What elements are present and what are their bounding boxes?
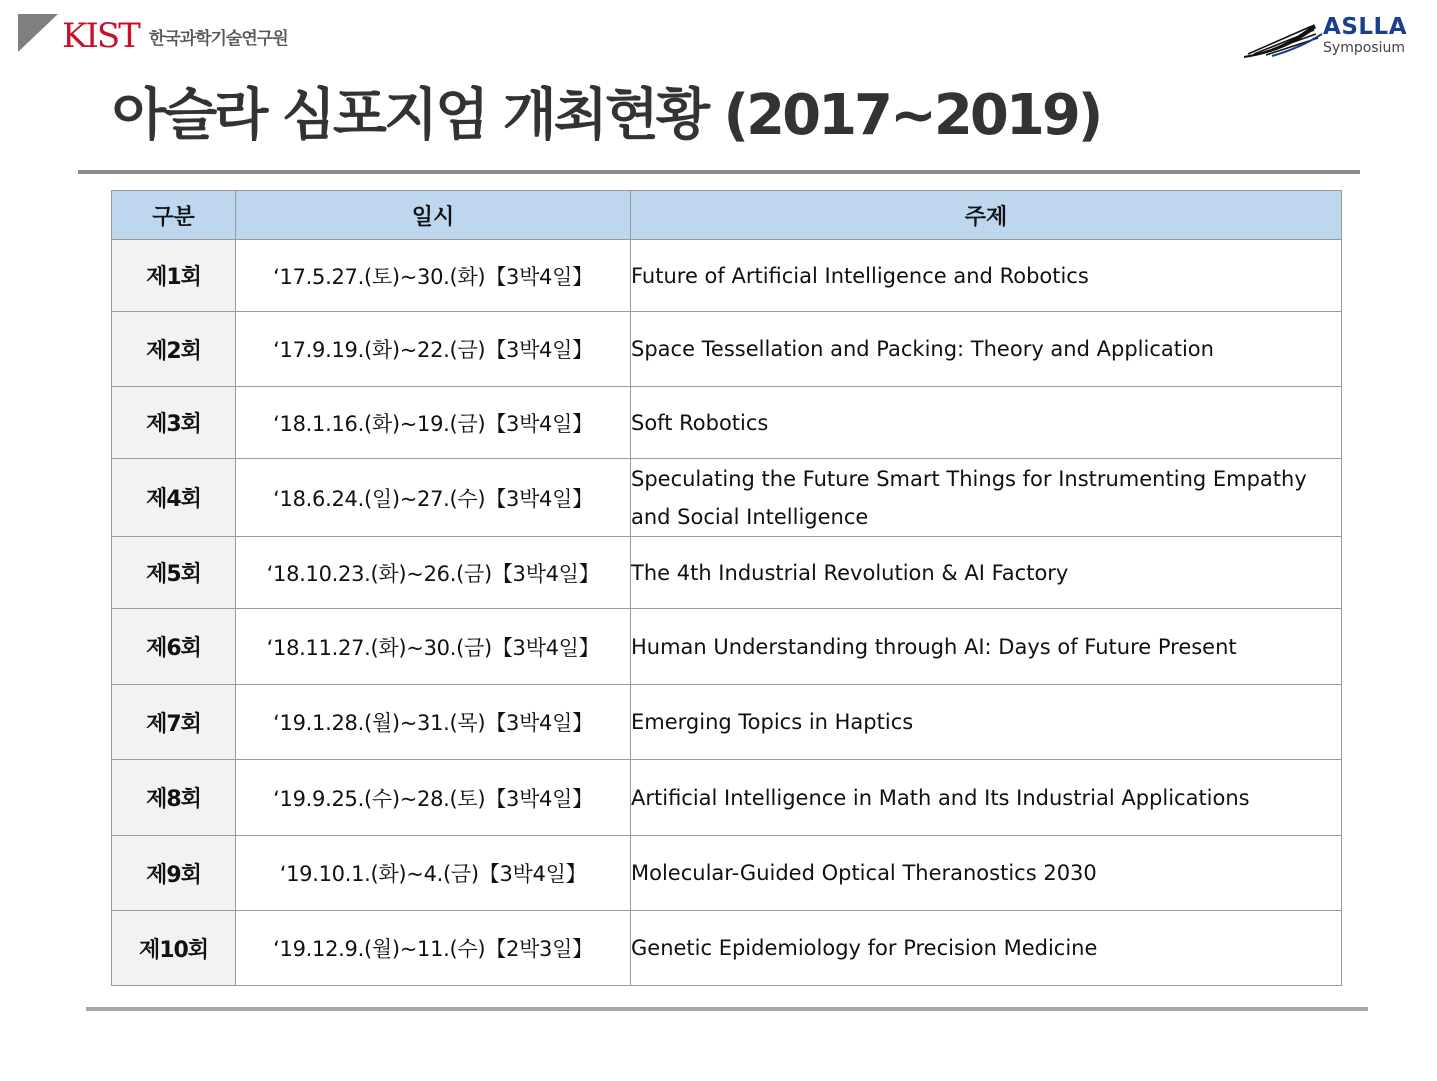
session-number: 제7회 [112, 685, 236, 760]
session-number: 제3회 [112, 387, 236, 459]
session-date: ‘18.11.27.(화)~30.(금)【3박4일】 [236, 609, 631, 685]
table-row [112, 836, 1342, 911]
session-topic: Human Understanding through AI: Days of Future Present [631, 609, 1342, 685]
aslla-logo [1242, 16, 1407, 60]
session-number: 제4회 [112, 459, 236, 537]
table-row [112, 387, 1342, 459]
session-topic: The 4th Industrial Revolution & AI Factory [631, 537, 1342, 609]
table-row [112, 685, 1342, 760]
title-divider [78, 170, 1360, 174]
session-number: 제2회 [112, 312, 236, 387]
table-row [112, 911, 1342, 986]
session-number: 제8회 [112, 760, 236, 836]
column-header-topic: 주제 [631, 191, 1342, 240]
session-date: ‘17.5.27.(토)~30.(화)【3박4일】 [236, 240, 631, 312]
aslla-title: ASLLA [1323, 14, 1407, 40]
session-date: ‘18.1.16.(화)~19.(금)【3박4일】 [236, 387, 631, 459]
symposium-table [111, 190, 1342, 986]
page-title: 아슬라 심포지엄 개최현황 (2017~2019) [112, 83, 1101, 148]
session-topic: Emerging Topics in Haptics [631, 685, 1342, 760]
session-date: ‘17.9.19.(화)~22.(금)【3박4일】 [236, 312, 631, 387]
session-topic: Genetic Epidemiology for Precision Medicine [631, 911, 1342, 986]
session-number: 제6회 [112, 609, 236, 685]
kist-mark: KIST [62, 16, 139, 56]
table-row [112, 760, 1342, 836]
table-header-row [112, 191, 1342, 240]
session-topic: Soft Robotics [631, 387, 1342, 459]
table-row [112, 240, 1342, 312]
table-row [112, 609, 1342, 685]
session-date: ‘18.6.24.(일)~27.(수)【3박4일】 [236, 459, 631, 537]
aslla-subtitle: Symposium [1323, 40, 1405, 56]
session-date: ‘18.10.23.(화)~26.(금)【3박4일】 [236, 537, 631, 609]
session-topic: Space Tessellation and Packing: Theory and Application [631, 312, 1342, 387]
session-number: 제1회 [112, 240, 236, 312]
column-header-category: 구분 [112, 191, 236, 240]
session-number: 제5회 [112, 537, 236, 609]
session-topic: Speculating the Future Smart Things for Instrumenting Empathy and Social Intelligence [631, 459, 1342, 537]
column-header-date: 일시 [236, 191, 631, 240]
table-row [112, 312, 1342, 387]
session-number: 제10회 [112, 911, 236, 986]
session-topic: Molecular-Guided Optical Theranostics 2030 [631, 836, 1342, 911]
session-number: 제9회 [112, 836, 236, 911]
kist-logo [62, 14, 288, 58]
kist-name: 한국과학기술연구원 [148, 28, 288, 49]
table-row [112, 537, 1342, 609]
session-date: ‘19.1.28.(월)~31.(목)【3박4일】 [236, 685, 631, 760]
session-date: ‘19.12.9.(월)~11.(수)【2박3일】 [236, 911, 631, 986]
session-topic: Artificial Intelligence in Math and Its Industrial Applications [631, 760, 1342, 836]
session-date: ‘19.10.1.(화)~4.(금)【3박4일】 [236, 836, 631, 911]
session-topic: Future of Artificial Intelligence and Robotics [631, 240, 1342, 312]
footer-divider [86, 1007, 1368, 1011]
table-row [112, 459, 1342, 537]
session-date: ‘19.9.25.(수)~28.(토)【3박4일】 [236, 760, 631, 836]
corner-triangle-icon [18, 14, 58, 52]
